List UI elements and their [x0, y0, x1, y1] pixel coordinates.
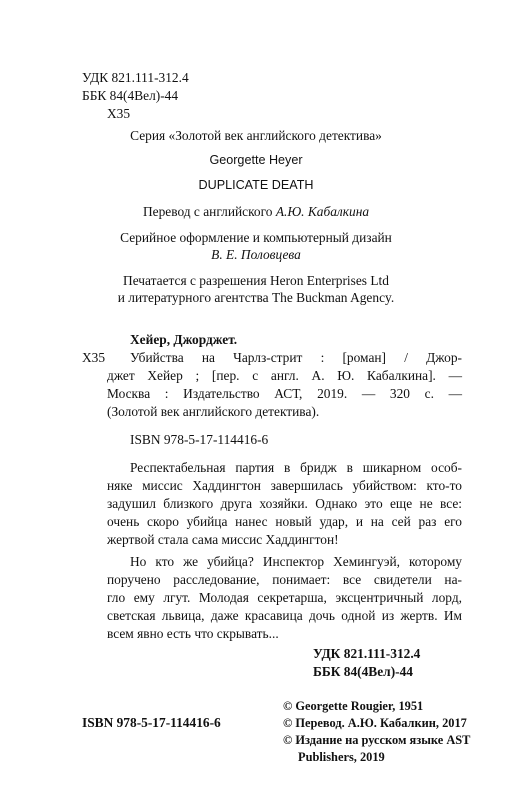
- translation-credit: [0, 204, 512, 220]
- footer-udk: УДК 821.111-312.4: [313, 646, 421, 661]
- translator-name: А.Ю. Кабалкина: [275, 204, 370, 219]
- annotation-line: няке миссис Хаддингтон завершилась убийством: кто-то: [107, 478, 462, 493]
- annotation-line: очень скоро убийца нанес новый удар, и на сей раз его: [107, 514, 462, 529]
- annotation-line: гло ему лгут. Молодая секретарша, эксцентричный лорд,: [107, 590, 462, 605]
- bibliographic-line-4: (Золотой век английского детектива).: [107, 404, 320, 419]
- designer-name-text: В. Е. Половцева: [211, 247, 301, 262]
- copyright-line-4: Publishers, 2019: [298, 750, 385, 764]
- bibliographic-line-1: Убийства на Чарлз-стрит : [роман] / Джор-: [130, 350, 462, 365]
- design-credit: Серийное оформление и компьютерный дизайн: [120, 230, 392, 245]
- bibliographic-mark: Х35: [82, 350, 106, 365]
- series-title: Серия «Золотой век английского детектива»: [130, 128, 382, 143]
- bibliographic-line-2: джет Хейер ; [пер. с англ. А. Ю. Кабалкина]. —: [107, 368, 462, 383]
- permission-line-2: и литературного агентства The Buckman Agency.: [117, 290, 395, 305]
- udk-code: УДК 821.111-312.4: [82, 70, 189, 85]
- copyright-line-2: © Перевод. А.Ю. Кабалкин, 2017: [283, 716, 467, 730]
- bibliographic-line-3: Москва : Издательство АСТ, 2019. — 320 с. —: [107, 386, 462, 401]
- annotation-line: задушил близкого друга хозяйки. Однако это еще не все:: [107, 496, 462, 511]
- copyright-line-1: © Georgette Rougier, 1951: [283, 699, 424, 713]
- annotation-line: светская львица, даже красавица дочь одной из жертв. Им: [107, 608, 462, 623]
- annotation-line: поручено расследование, понимает: все свидетели на-: [107, 572, 462, 587]
- translation-prefix: Перевод с английского: [142, 204, 276, 219]
- annotation-line: жертвой стала сама миссис Хаддингтон!: [107, 532, 339, 547]
- bibliographic-heading: Хейер, Джорджет.: [130, 332, 238, 347]
- original-author: Georgette Heyer: [209, 153, 303, 167]
- designer-name: [0, 247, 512, 263]
- copyright-line-3: © Издание на русском языке AST: [283, 733, 471, 747]
- annotation-line: Но кто же убийца? Инспектор Хемингуэй, которому: [130, 554, 462, 569]
- bbk-code: ББК 84(4Вел)-44: [82, 88, 179, 103]
- annotation-line: Респектабельная партия в бридж в шикарном особ-: [130, 460, 462, 475]
- original-title: DUPLICATE DEATH: [198, 178, 314, 192]
- author-mark: Х35: [107, 106, 131, 121]
- footer-bbk: ББК 84(4Вел)-44: [313, 664, 414, 679]
- bottom-isbn: ISBN 978-5-17-114416-6: [82, 715, 221, 730]
- permission-line-1: Печатается с разрешения Heron Enterprises Ltd: [123, 273, 389, 288]
- annotation-line: всем явно есть что скрывать...: [107, 626, 279, 641]
- bibliographic-isbn: ISBN 978-5-17-114416-6: [130, 432, 269, 447]
